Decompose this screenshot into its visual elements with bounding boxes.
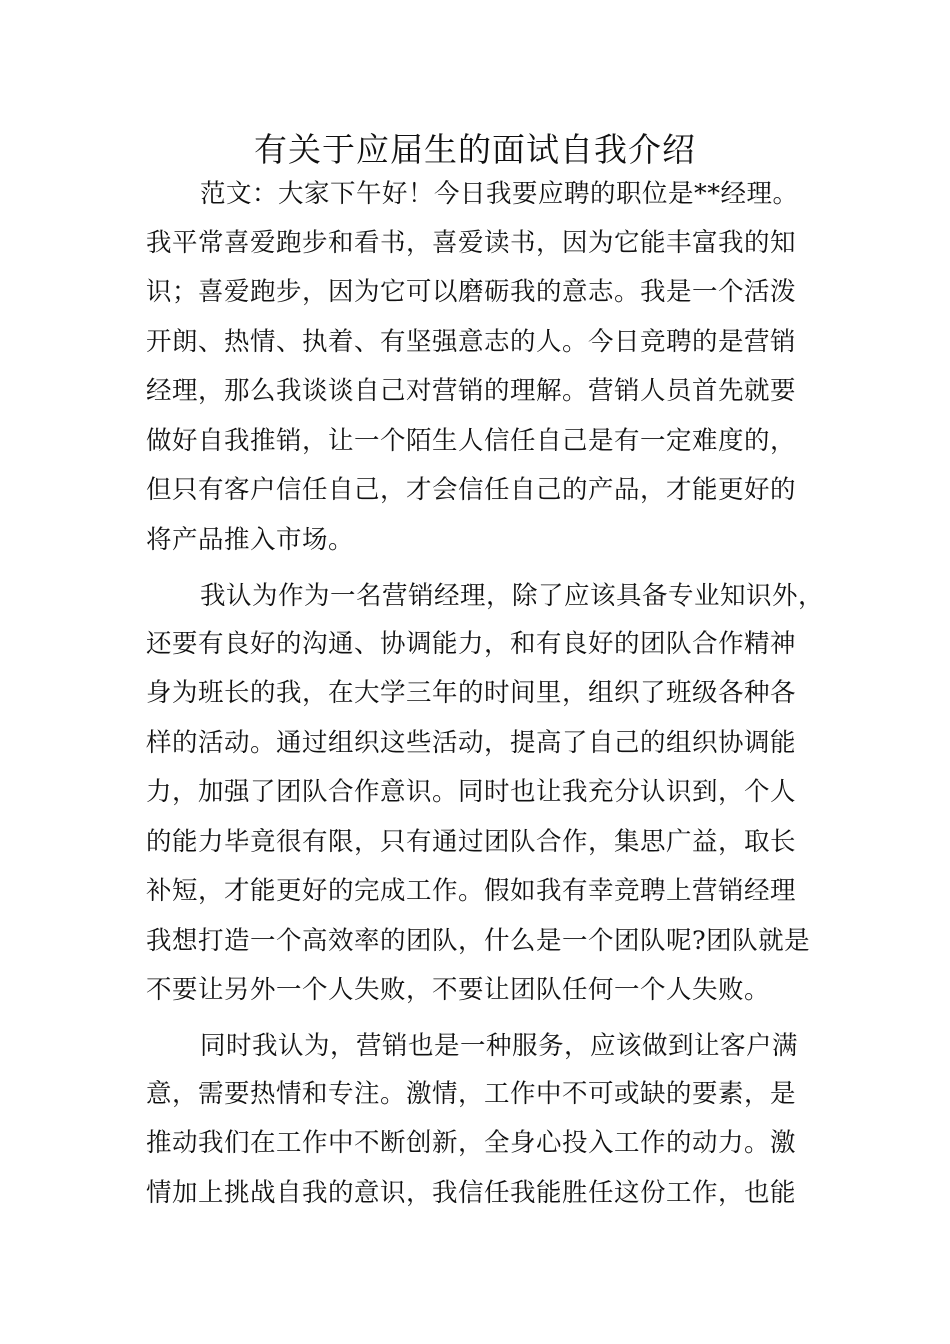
paragraph-1-line-3: 识；喜爱跑步，因为它可以磨砺我的意志。我是一个活泼 (146, 277, 797, 307)
paragraph-2-line-1: 我认为作为一名营销经理，除了应该具备专业知识外， (200, 581, 825, 611)
paragraph-3-line-3: 推动我们在工作中不断创新，全身心投入工作的动力。激 (146, 1128, 797, 1158)
paragraph-2-line-4: 样的活动。通过组织这些活动，提高了自己的组织协调能 (146, 728, 797, 758)
paragraph-3-line-4: 情加上挑战自我的意识，我信任我能胜任这份工作，也能 (146, 1178, 797, 1208)
paragraph-1-line-8: 将产品推入市场。 (146, 525, 355, 555)
paragraph-2-line-8: 我想打造一个高效率的团队，什么是一个团队呢?团队就是 (146, 926, 811, 956)
document-title: 有关于应届生的面试自我介绍 (254, 130, 696, 169)
paragraph-1-line-4: 开朗、热情、执着、有坚强意志的人。今日竞聘的是营销 (146, 327, 797, 357)
paragraph-2-line-7: 补短，才能更好的完成工作。假如我有幸竞聘上营销经理 (146, 876, 797, 906)
paragraph-2-line-2: 还要有良好的沟通、协调能力，和有良好的团队合作精神 (146, 629, 797, 659)
paragraph-1-line-6: 做好自我推销，让一个陌生人信任自己是有一定难度的， (146, 426, 797, 456)
paragraph-2-line-3: 身为班长的我，在大学三年的时间里，组织了班级各种各 (146, 678, 797, 708)
paragraph-1-line-2: 我平常喜爱跑步和看书，喜爱读书，因为它能丰富我的知 (146, 228, 797, 258)
paragraph-2-line-5: 力，加强了团队合作意识。同时也让我充分认识到，个人 (146, 777, 797, 807)
paragraph-1-line-5: 经理，那么我谈谈自己对营销的理解。营销人员首先就要 (146, 376, 797, 406)
paragraph-1-line-1: 范文：大家下午好！今日我要应聘的职位是**经理。 (200, 179, 799, 209)
paragraph-1-line-7: 但只有客户信任自己，才会信任自己的产品，才能更好的 (146, 475, 797, 505)
paragraph-3-line-2: 意，需要热情和专注。激情，工作中不可或缺的要素，是 (146, 1079, 797, 1109)
paragraph-2-line-9: 不要让另外一个人失败，不要让团队任何一个人失败。 (146, 975, 771, 1005)
paragraph-2-line-6: 的能力毕竟很有限，只有通过团队合作，集思广益，取长 (146, 827, 797, 857)
paragraph-3-line-1: 同时我认为，营销也是一种服务，应该做到让客户满 (200, 1031, 799, 1061)
